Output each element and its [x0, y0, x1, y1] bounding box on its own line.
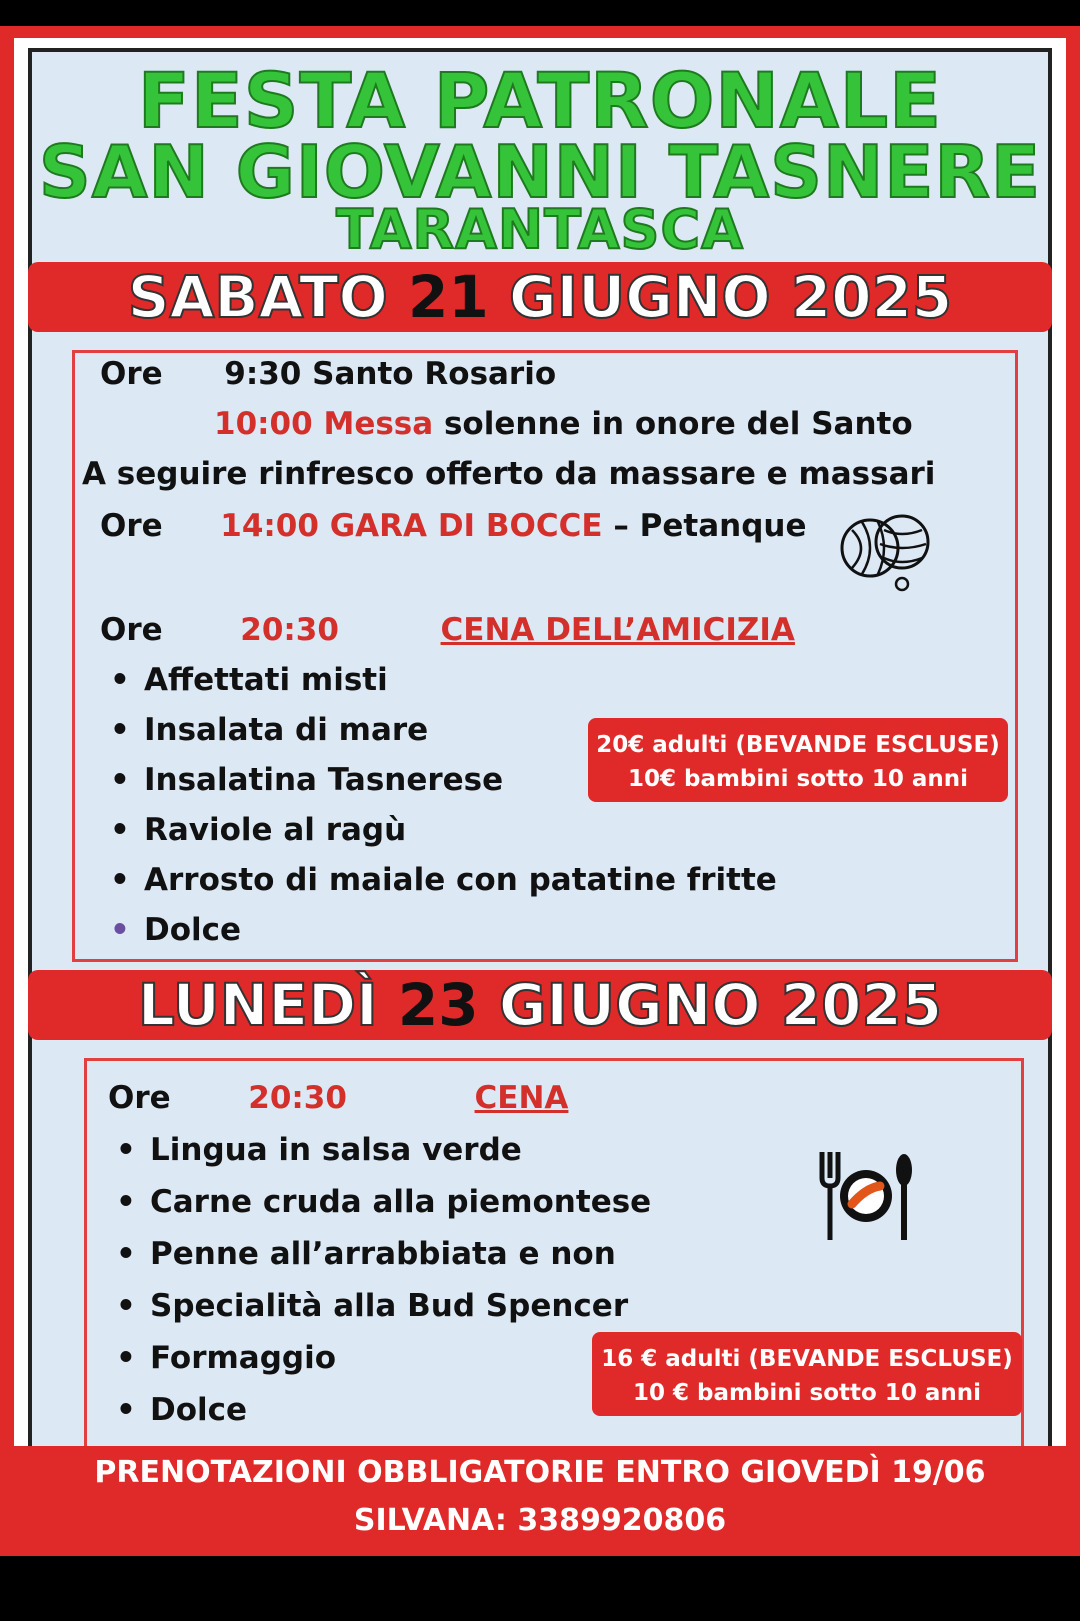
list-item: • Raviole al ragù	[110, 812, 407, 848]
footer-booking: PRENOTAZIONI OBBLIGATORIE ENTRO GIOVEDÌ 19/06	[94, 1455, 986, 1490]
sat-line-2	[214, 406, 913, 442]
sat-dinner-line	[100, 612, 795, 648]
menu-text: Penne all’arrabbiata e non	[150, 1236, 616, 1272]
price-adults: 16 € adulti (BEVANDE ESCLUSE)	[601, 1346, 1013, 1372]
ore-label: Ore	[100, 356, 163, 392]
text: – Petanque	[613, 508, 807, 544]
menu-text: Dolce	[150, 1392, 248, 1428]
time: 9:30	[224, 356, 302, 392]
menu-text: Raviole al ragù	[144, 812, 407, 848]
list-item: • Carne cruda alla piemontese	[116, 1184, 652, 1220]
title-san-giovanni: SAN GIOVANNI TASNERE	[38, 130, 1042, 214]
list-item: • Arrosto di maiale con patatine fritte	[110, 862, 777, 898]
menu-text: Carne cruda alla piemontese	[150, 1184, 652, 1220]
dinner-title: CENA DELL’AMICIZIA	[440, 612, 795, 648]
menu-text: Insalatina Tasnerese	[144, 762, 504, 798]
list-item: • Specialità alla Bud Spencer	[116, 1288, 629, 1324]
menu-text: Affettati misti	[144, 662, 388, 698]
time: 20:30	[248, 1080, 347, 1116]
sat-line-1	[100, 356, 556, 392]
saturday-price-box	[588, 718, 1008, 802]
ore-label: Ore	[108, 1080, 171, 1116]
menu-text: Lingua in salsa verde	[150, 1132, 522, 1168]
text: solenne in onore del Santo	[443, 406, 913, 442]
banner-monday-day: LUNEDÌ	[137, 971, 378, 1039]
banner-saturday-num: 21	[408, 263, 489, 331]
monday-price-box	[592, 1332, 1022, 1416]
bocce-balls-icon	[838, 508, 938, 594]
banner-monday	[28, 970, 1052, 1040]
menu-text: Specialità alla Bud Spencer	[150, 1288, 629, 1324]
list-item: • Penne all’arrabbiata e non	[116, 1236, 616, 1272]
menu-text: Dolce	[144, 912, 242, 948]
list-item: • Lingua in salsa verde	[116, 1132, 522, 1168]
title-festa: FESTA PATRONALE	[137, 56, 943, 145]
ore-label: Ore	[100, 612, 163, 648]
mon-dinner-line	[108, 1080, 568, 1116]
sat-line-3: A seguire rinfresco offerto da massare e massari	[82, 456, 936, 492]
menu-text: Arrosto di maiale con patatine fritte	[144, 862, 777, 898]
list-item: • Insalatina Tasnerese	[110, 762, 504, 798]
list-item: • Dolce	[110, 912, 242, 948]
plate-cutlery-icon	[818, 1148, 914, 1244]
banner-saturday-month: GIUGNO 2025	[508, 263, 953, 331]
list-item: • Dolce	[116, 1392, 248, 1428]
dinner-title: CENA	[474, 1080, 569, 1116]
title-tarantasca: TARANTASCA	[336, 198, 744, 261]
menu-text: Insalata di mare	[144, 712, 429, 748]
list-item: • Formaggio	[116, 1340, 337, 1376]
menu-text: Formaggio	[150, 1340, 337, 1376]
footer-contact: SILVANA: 3389920806	[353, 1503, 727, 1538]
list-item: • Insalata di mare	[110, 712, 429, 748]
banner-monday-month: GIUGNO 2025	[498, 971, 943, 1039]
text: Santo Rosario	[312, 356, 557, 392]
time: 20:30	[240, 612, 339, 648]
time: 14:00 GARA DI BOCCE	[220, 508, 603, 544]
sat-line-4	[100, 508, 806, 544]
price-adults: 20€ adulti (BEVANDE ESCLUSE)	[596, 732, 1000, 758]
price-children: 10 € bambini sotto 10 anni	[632, 1380, 982, 1406]
list-item: • Affettati misti	[110, 662, 388, 698]
price-children: 10€ bambini sotto 10 anni	[627, 766, 969, 792]
time: 10:00 Messa	[214, 406, 434, 442]
banner-saturday	[28, 262, 1052, 332]
banner-saturday-day: SABATO	[127, 263, 388, 331]
banner-monday-num: 23	[397, 971, 479, 1039]
ore-label: Ore	[100, 508, 163, 544]
